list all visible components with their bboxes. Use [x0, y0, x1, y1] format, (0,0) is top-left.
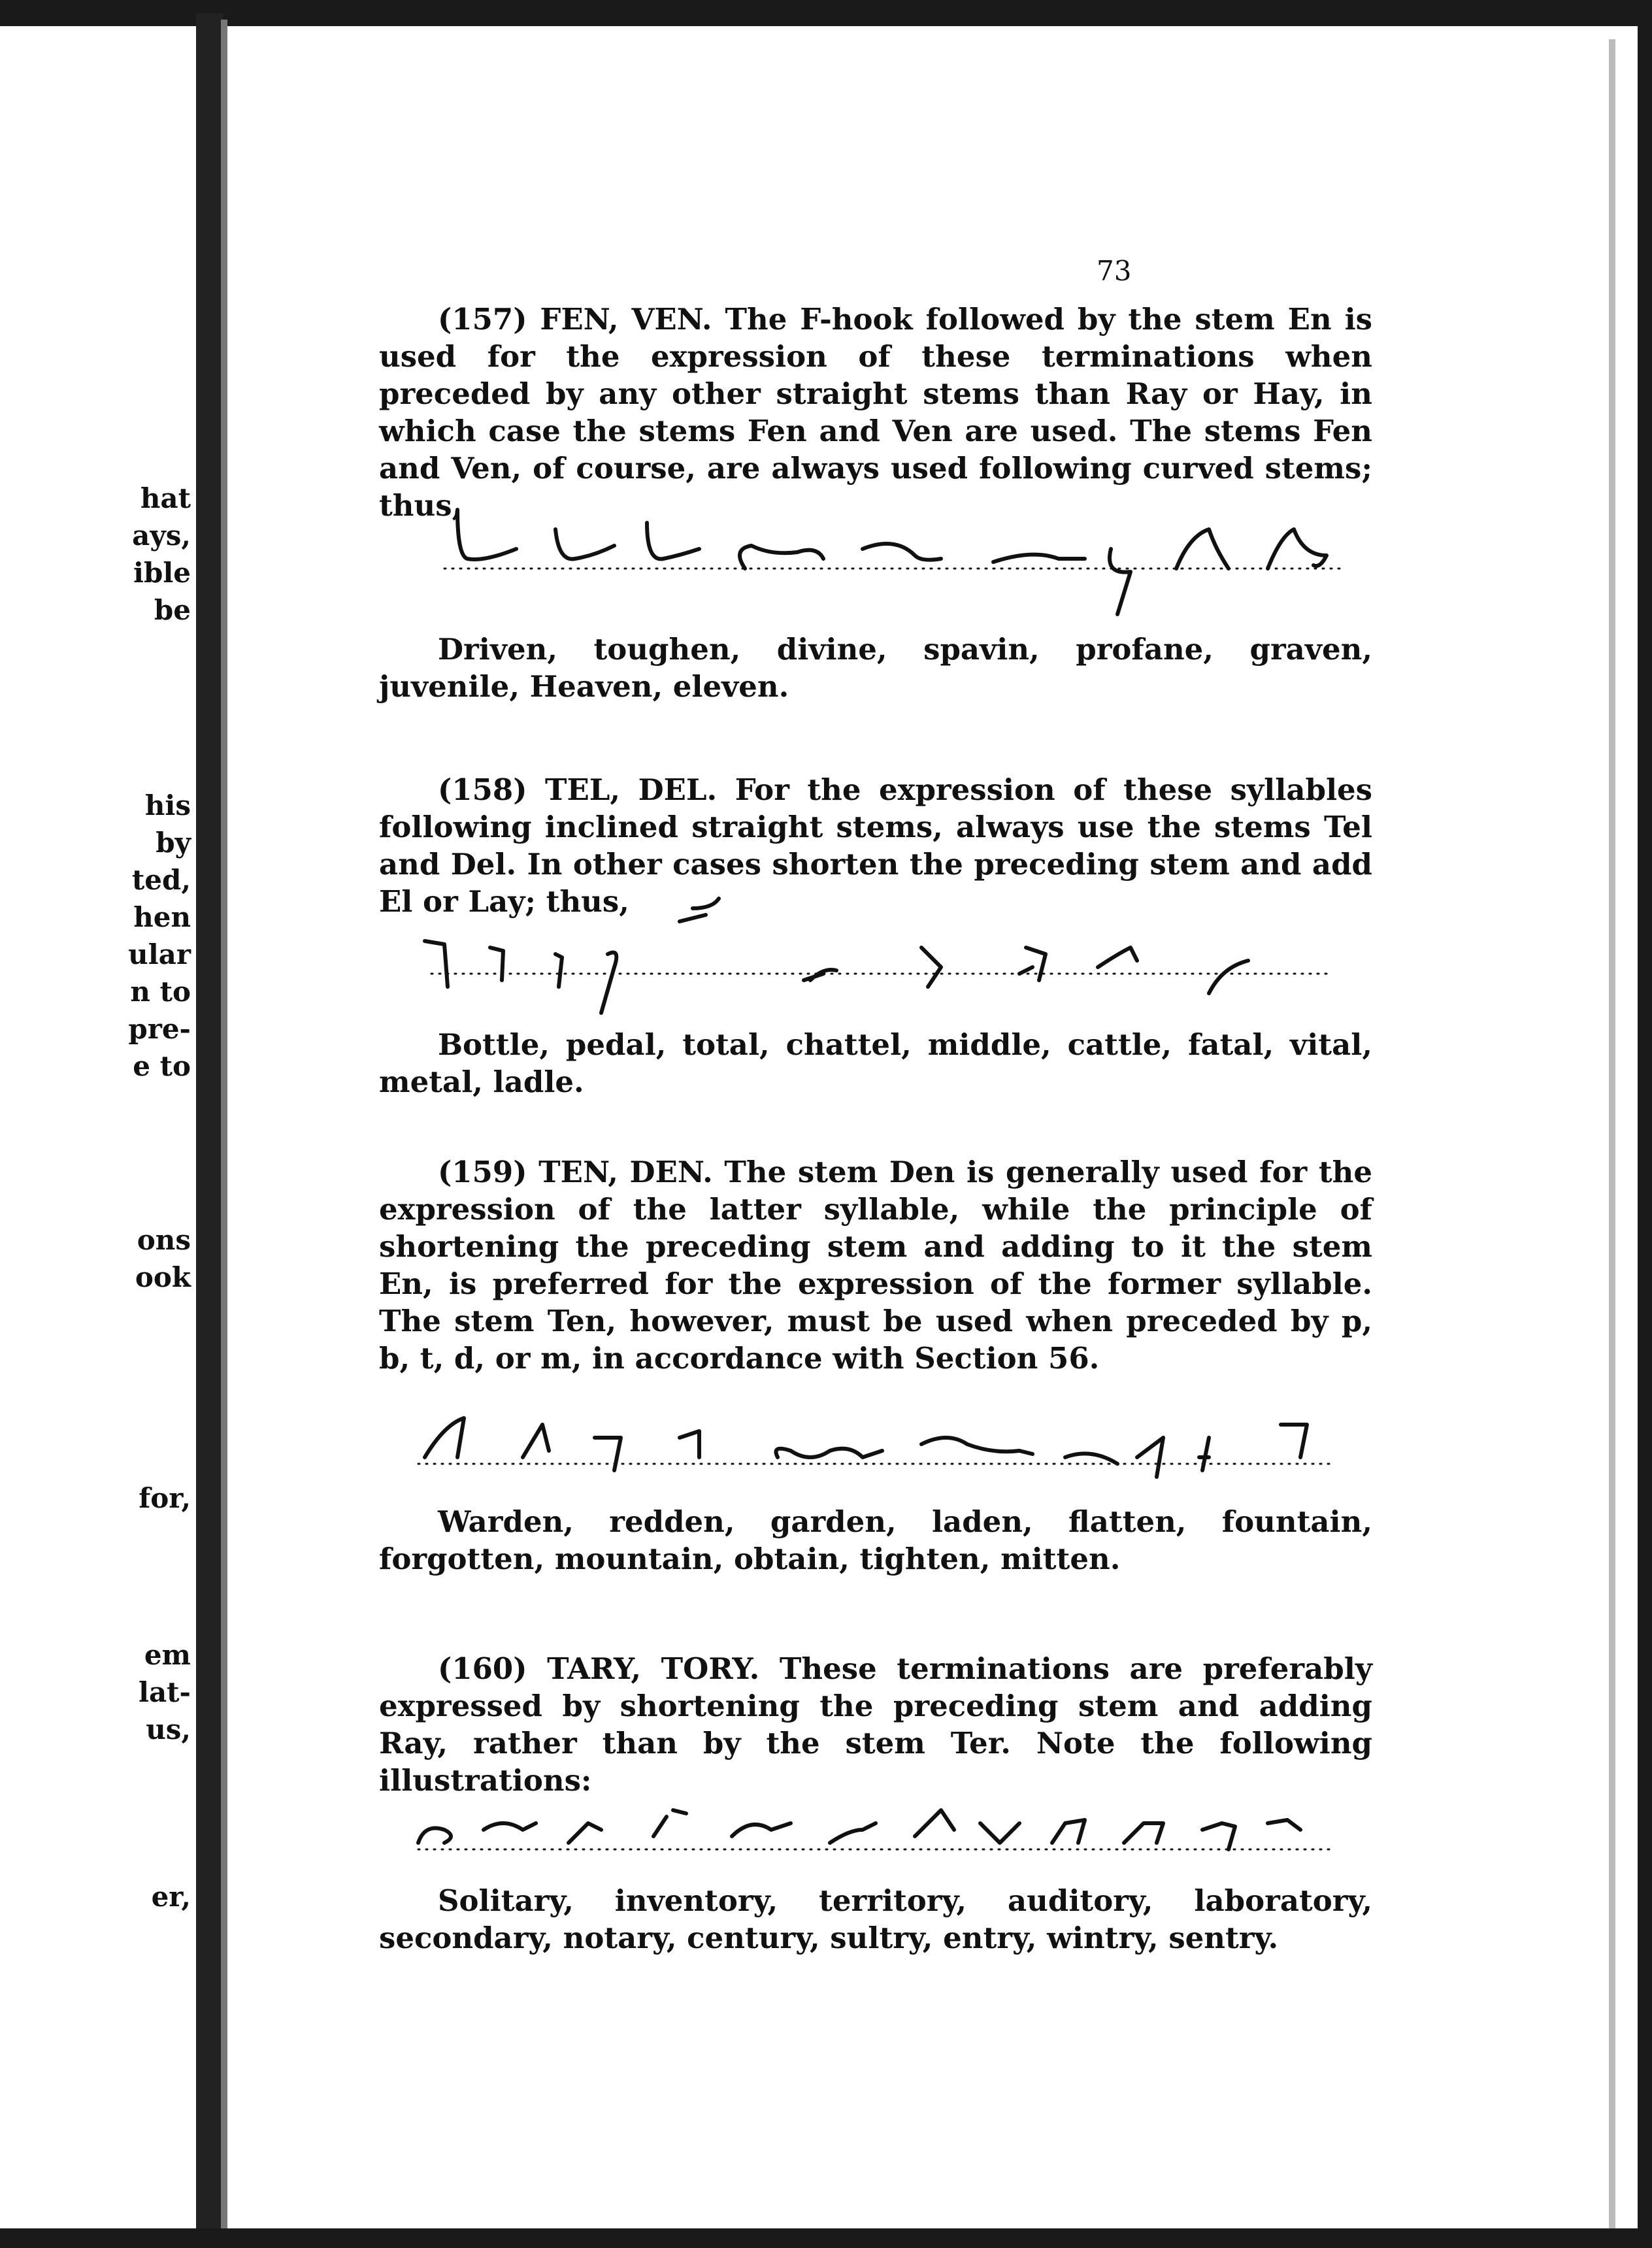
page-number: 73: [1097, 255, 1132, 287]
facing-page-fragment: by: [156, 827, 191, 859]
facing-page-fragment: hat: [140, 482, 191, 514]
facing-page-fragment: hen: [133, 901, 191, 933]
shorthand-figure: [405, 1758, 1398, 1889]
facing-page-fragment: his: [144, 789, 191, 821]
section-body: For the expression of these syllables following inclined straight stems, always use the stems Tel and Del. In other cases shorten the preceding stem and add El or Lay; thus,: [379, 772, 1372, 919]
shorthand-outlines-160: [405, 1758, 1398, 1889]
caption-158: [379, 1026, 1372, 1100]
section-paragraph: [379, 301, 1372, 524]
section-heading: (159) TEN, DEN.: [438, 1155, 713, 1189]
facing-page-fragment: ular: [128, 938, 191, 970]
caption-160: [379, 1882, 1372, 1957]
page-edge: [1609, 39, 1615, 2228]
section-159: [379, 1153, 1372, 1377]
shorthand-outlines-158: [405, 895, 1398, 1026]
scan-border-right: [1638, 0, 1652, 2248]
facing-page-fragment: be: [154, 594, 191, 626]
gutter-fold: [221, 20, 227, 2235]
section-heading: (160) TARY, TORY.: [438, 1651, 760, 1686]
facing-page-fragment: em: [144, 1639, 191, 1671]
facing-page-fragment: ook: [135, 1261, 191, 1293]
outline-caption: Solitary, inventory, territory, auditory, laboratory, secondary, notary, century, sultry, entry, wintry, sentry.: [379, 1883, 1372, 1955]
facing-page-fragment: ible: [133, 557, 191, 589]
shorthand-outlines-157: [405, 497, 1398, 627]
section-heading: (158) TEL, DEL.: [438, 772, 718, 807]
facing-page-fragment: us,: [146, 1713, 191, 1745]
section-body: The F-hook followed by the stem En is used for the expression of these terminations when preceded by any other straight stems than Ray or Hay, in which case the stems Fen and Ven are used. The stems Fen and Ven, of course, are always used following curved stems; thus,: [379, 302, 1373, 523]
caption-157: [379, 631, 1372, 705]
facing-page-fragment: pre-: [128, 1013, 191, 1045]
facing-page-fragment: e to: [133, 1050, 191, 1082]
section-paragraph: [379, 1153, 1372, 1377]
shorthand-figure: [405, 895, 1398, 1026]
shorthand-figure: [405, 497, 1398, 627]
facing-page-fragment: for,: [139, 1482, 191, 1514]
facing-page-fragment: er,: [151, 1881, 191, 1913]
book-gutter: [196, 13, 223, 2235]
outline-caption: Bottle, pedal, total, chattel, middle, cattle, fatal, vital, metal, ladle.: [379, 1027, 1372, 1099]
facing-page-fragment: ays,: [132, 520, 191, 552]
caption-159: [379, 1503, 1372, 1578]
outline-caption: Warden, redden, garden, laden, flatten, fountain, forgotten, mountain, obtain, tighten, mitten.: [379, 1504, 1372, 1576]
section-157: [379, 301, 1372, 524]
facing-page: [0, 26, 196, 2228]
facing-page-fragment: n to: [130, 976, 191, 1008]
scan-border-top: [0, 0, 1652, 26]
section-body: The stem Den is generally used for the expression of the latter syllable, while the principle of shortening the preceding stem and adding to it the stem En, is preferred for the expression of the former syllable. The stem Ten, however, must be used when preceded by p, b, t, d, or m, in accordance with Section 56.: [379, 1155, 1372, 1376]
facing-page-fragment: lat-: [138, 1676, 191, 1708]
facing-page-fragment: ons: [137, 1224, 191, 1256]
scan-border-bottom: [0, 2228, 1652, 2248]
facing-page-fragment: ted,: [131, 864, 191, 896]
outline-caption: Driven, toughen, divine, spavin, profane, graven, juvenile, Heaven, eleven.: [379, 632, 1372, 704]
section-body: These terminations are preferably expressed by shortening the preceding stem and adding Ray, rather than by the stem Ter. Note the following illustrations:: [379, 1651, 1372, 1798]
section-heading: (157) FEN, VEN.: [438, 302, 712, 337]
